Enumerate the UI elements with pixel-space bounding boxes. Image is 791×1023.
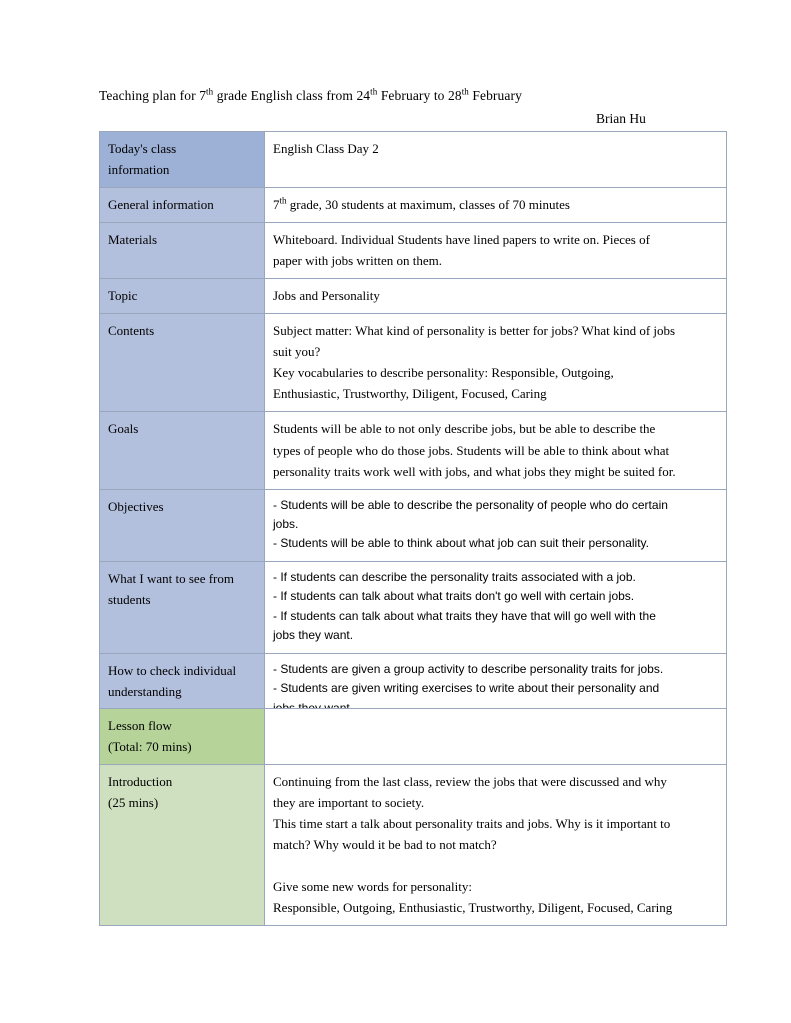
empty-line (273, 715, 718, 736)
body-line: suit you? (273, 344, 321, 360)
body-line: Give some new words for personality: (273, 879, 472, 895)
label-line: How to check individual (108, 662, 237, 678)
row-body-introduction (265, 765, 727, 926)
table-row (100, 279, 727, 314)
body-line: - Students are given a group activity to describe personality traits for jobs. (273, 661, 664, 676)
row-body-topic (265, 279, 727, 314)
row-body-objectives (265, 489, 727, 561)
body-line: Whiteboard. Individual Students have lined papers to write on. Pieces of (273, 232, 650, 248)
label-line: Contents (108, 323, 155, 339)
body-line: they are important to society. (273, 795, 425, 811)
body-line: jobs they want. (273, 628, 354, 643)
label-line: Lesson flow (108, 718, 172, 733)
table-row (100, 765, 727, 926)
row-label-objectives (100, 489, 265, 561)
body-line: types of people who do those jobs. Students will be able to think about what (273, 442, 670, 458)
row-body-what-i-want-to-see (265, 561, 727, 653)
body-line: - If students can describe the personality traits associated with a job. (273, 569, 636, 584)
title-sup-2: th (370, 86, 378, 97)
row-body-general-information (265, 188, 727, 223)
label-line: information (108, 162, 170, 178)
empty-line (273, 855, 718, 876)
row-label-materials (100, 223, 265, 279)
body-line: jobs. (273, 517, 299, 532)
body-line: Jobs and Personality (273, 288, 380, 304)
row-label-contents (100, 314, 265, 412)
table-row (100, 314, 727, 412)
lesson-flow-table (99, 708, 727, 926)
class-information-table (99, 131, 727, 726)
row-label-topic (100, 279, 265, 314)
body-line: - If students can talk about what traits don't go well with certain jobs. (273, 589, 635, 604)
body-line: match? Why would it be bad to not match? (273, 837, 497, 853)
table-row (100, 489, 727, 561)
title-sup-3: th (461, 86, 469, 97)
row-body-todays-class-information (265, 132, 727, 188)
table-row (100, 188, 727, 223)
label-line: students (108, 591, 151, 607)
row-label-todays-class-information (100, 132, 265, 188)
label-line: Topic (108, 288, 138, 304)
label-line: Introduction (108, 774, 173, 790)
table-row (100, 561, 727, 653)
label-line: Materials (108, 232, 158, 248)
label-line: understanding (108, 683, 182, 699)
row-label-what-i-want-to-see (100, 561, 265, 653)
page-title (99, 88, 522, 104)
label-line: Today's class (108, 141, 177, 156)
body-line: personality traits work well with jobs, and what jobs they might be suited for. (273, 463, 676, 479)
label-line: What I want to see from (108, 570, 234, 586)
title-mid-2: February to 28 (377, 88, 462, 103)
row-label-general-information (100, 188, 265, 223)
label-line: General information (108, 197, 214, 213)
author-name: Brian Hu (596, 111, 646, 126)
body-line: Subject matter: What kind of personality is better for jobs? What kind of jobs (273, 323, 676, 339)
title-prefix: Teaching plan for 7 (99, 88, 207, 103)
empty-line (273, 736, 718, 757)
title-mid-1: grade English class from 24 (213, 88, 371, 103)
row-label-goals (100, 412, 265, 489)
row-body-goals (265, 412, 727, 489)
table-row (100, 412, 727, 489)
label-line: Objectives (108, 498, 164, 514)
row-label-lesson-flow (100, 709, 265, 765)
table-row (100, 132, 727, 188)
body-line: 7th grade, 30 students at maximum, classes of 70 minutes (273, 195, 570, 213)
row-body-lesson-flow (265, 709, 727, 765)
table-row (100, 223, 727, 279)
body-line: Responsible, Outgoing, Enthusiastic, Trustworthy, Diligent, Focused, Caring (273, 900, 673, 916)
label-line: Goals (108, 421, 139, 437)
body-line: This time start a talk about personality traits and jobs. Why is it important to (273, 816, 671, 832)
title-sup-1: th (206, 86, 214, 97)
body-line: Enthusiastic, Trustworthy, Diligent, Focused, Caring (273, 386, 547, 402)
table-row (100, 709, 727, 765)
body-line: - Students will be able to think about what job can suit their personality. (273, 536, 649, 551)
body-line: Continuing from the last class, review the jobs that were discussed and why (273, 774, 667, 790)
body-line: English Class Day 2 (273, 141, 379, 156)
row-body-materials (265, 223, 727, 279)
label-line: (Total: 70 mins) (108, 739, 192, 755)
body-line: Students will be able to not only describe jobs, but be able to describe the (273, 421, 656, 437)
body-line: - Students are given writing exercises to write about their personality and (273, 681, 660, 696)
body-line: Key vocabularies to describe personality: Responsible, Outgoing, (273, 365, 614, 381)
title-suffix: February (468, 88, 522, 103)
body-line: - If students can talk about what traits they have that will go well with the (273, 608, 656, 623)
row-label-introduction (100, 765, 265, 926)
label-line: (25 mins) (108, 795, 159, 811)
body-line: - Students will be able to describe the personality of people who do certain (273, 497, 668, 512)
row-body-contents (265, 314, 727, 412)
body-line: paper with jobs written on them. (273, 253, 442, 269)
